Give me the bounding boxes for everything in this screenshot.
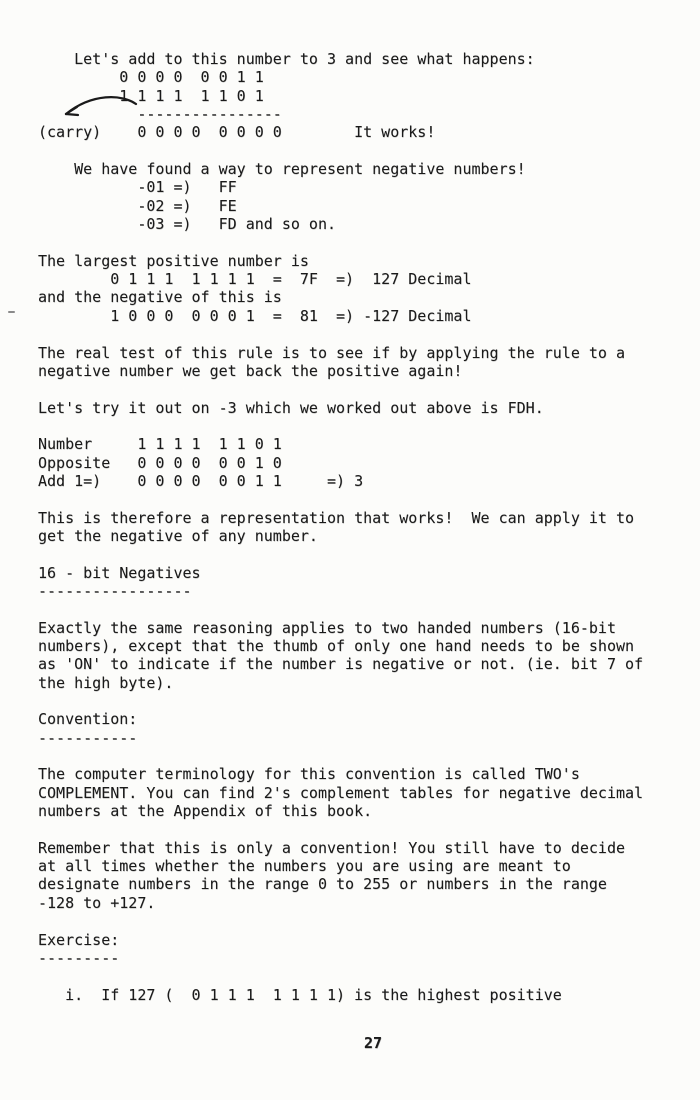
text-line: Opposite 0 0 0 0 0 0 1 0 — [38, 453, 282, 472]
text-line: Convention: — [38, 710, 138, 729]
text-line — [38, 142, 643, 160]
text-line: numbers), except that the thumb of only one hand needs to be shown — [38, 637, 635, 655]
text-line — [38, 380, 643, 398]
text-line: Let's add to this number to 3 and see what happens: — [38, 50, 535, 68]
text-line — [38, 747, 643, 765]
text-line: Exercise: — [38, 930, 120, 949]
text-line: ---------------- — [38, 105, 282, 124]
text-line: negative number we get back the positive again! — [38, 361, 463, 380]
text-line: The computer terminology for this convention is called TWO's — [38, 765, 580, 784]
carry-arrow-icon — [56, 92, 140, 122]
text-line — [38, 600, 643, 618]
text-line: i. If 127 ( 0 1 1 1 1 1 1 1) is the highest positive — [38, 985, 562, 1004]
text-line: -03 =) FD and so on. — [38, 215, 337, 234]
text-line: designate numbers in the range 0 to 255 or numbers in the range — [38, 875, 607, 894]
text-line: 1 1 1 1 1 1 0 1 — [38, 86, 264, 105]
text-line — [38, 967, 643, 985]
text-line: Remember that this is only a convention! You still have to decide — [38, 838, 625, 857]
text-line — [38, 417, 643, 435]
text-line — [38, 545, 643, 563]
text-line: 16 - bit Negatives — [38, 563, 201, 582]
text-line: Let's try it out on -3 which we worked out above is FDH. — [38, 398, 544, 417]
text-line: -128 to +127. — [38, 893, 156, 912]
text-line: and the negative of this is — [38, 288, 282, 307]
text-line: We have found a way to represent negative numbers! — [38, 160, 526, 179]
text-line: get the negative of any number. — [38, 526, 318, 545]
text-line: ----------- — [38, 728, 138, 747]
document-text — [38, 50, 643, 1004]
text-line — [38, 912, 643, 930]
text-line: 0 1 1 1 1 1 1 1 = 7F =) 127 Decimal — [38, 270, 472, 289]
text-line — [38, 325, 643, 343]
text-line: COMPLEMENT. You can find 2's complement tables for negative decimal — [38, 783, 644, 802]
text-line: -02 =) FE — [38, 196, 237, 215]
text-line: ----------------- — [38, 581, 192, 600]
text-line: This is therefore a representation that works! We can apply it to — [38, 508, 635, 527]
text-line: 0 0 0 0 0 0 1 1 — [38, 68, 264, 87]
text-line — [38, 692, 643, 710]
text-line: the high byte). — [38, 673, 174, 692]
text-line: The real test of this rule is to see if by applying the rule to a — [38, 343, 625, 362]
text-line — [38, 233, 643, 251]
text-line: --------- — [38, 948, 120, 967]
text-line: -01 =) FF — [38, 178, 237, 197]
text-line: as 'ON' to indicate if the number is negative or not. (ie. bit 7 of — [38, 655, 644, 674]
text-line: Number 1 1 1 1 1 1 0 1 — [38, 435, 282, 454]
text-line: The largest positive number is — [38, 251, 309, 270]
page-number: 27 — [363, 1034, 383, 1052]
text-line: 1 0 0 0 0 0 0 1 = 81 =) -127 Decimal — [38, 306, 472, 325]
text-line — [38, 820, 643, 838]
text-line: (carry) 0 0 0 0 0 0 0 0 It works! — [38, 123, 436, 142]
text-line: numbers at the Appendix of this book. — [38, 802, 373, 821]
text-line — [38, 490, 643, 508]
text-line: Exactly the same reasoning applies to two handed numbers (16-bit — [38, 618, 616, 637]
text-line: at all times whether the numbers you are using are meant to — [38, 857, 571, 876]
text-line: Add 1=) 0 0 0 0 0 0 1 1 =) 3 — [38, 471, 364, 490]
scan-artifact-mark — [8, 311, 15, 313]
